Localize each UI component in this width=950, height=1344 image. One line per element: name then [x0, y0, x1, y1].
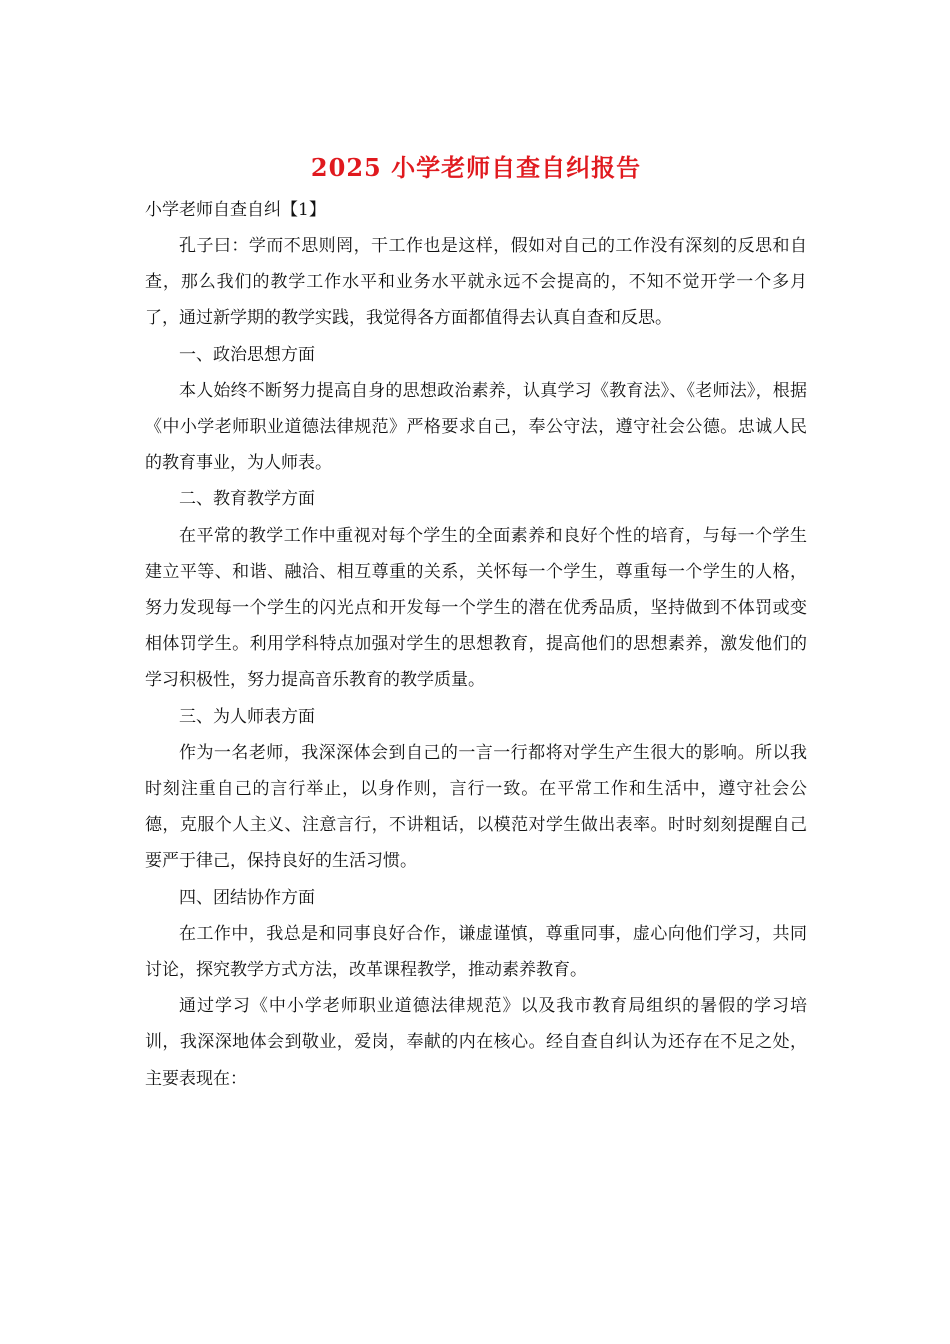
intro-paragraph: 孔子曰：学而不思则罔，干工作也是这样，假如对自己的工作没有深刻的反思和自查，那么我们的教学工作水平和业务水平就永远不会提高的，不知不觉开学一个多月了，通过新学期的教学实践，我觉得各方面都值得去认真自查和反思。 [145, 236, 807, 329]
section-heading-teamwork: 四、团结协作方面 [179, 887, 315, 908]
document-page [145, 150, 807, 1097]
section-heading-role-model: 三、为人师表方面 [179, 706, 315, 727]
conclusion-paragraph: 通过学习《中小学老师职业道德法律规范》以及我市教育局组织的暑假的学习培训，我深深地体会到敬业，爱岗，奉献的内在核心。经自查自纠认为还存在不足之处，主要表现在： [145, 996, 807, 1089]
teamwork-paragraph: 在工作中，我总是和同事良好合作，谦虚谨慎，尊重同事，虚心向他们学习，共同讨论，探究教学方式方法，改革课程教学，推动素养教育。 [145, 923, 807, 981]
section-heading-politics: 一、政治思想方面 [179, 344, 315, 365]
teaching-paragraph: 在平常的教学工作中重视对每个学生的全面素养和良好个性的培育，与每一个学生建立平等、和谐、融洽、相互尊重的关系，关怀每一个学生，尊重每一个学生的人格，努力发现每一个学生的闪光点和开发每一个学生的潜在优秀品质，坚持做到不体罚或变相体罚学生。利用学科特点加强对学生的思想教育，提高他们的思想素养，激发他们的学习积极性，努力提高音乐教育的教学质量。 [145, 525, 807, 691]
document-subtitle: 小学老师自查自纠【1】 [145, 200, 326, 220]
politics-paragraph: 本人始终不断努力提高自身的思想政治素养，认真学习《教育法》、《老师法》，根据《中小学老师职业道德法律规范》严格要求自己，奉公守法，遵守社会公德。忠诚人民的教育事业，为人师表。 [145, 380, 807, 474]
document-title: 2025 小学老师自查自纠报告 [310, 153, 642, 182]
role-model-paragraph: 作为一名老师，我深深体会到自己的一言一行都将对学生产生很大的影响。所以我时刻注重自己的言行举止，以身作则，言行一致。在平常工作和生活中，遵守社会公德，克服个人主义、注意言行，不讲粗话，以模范对学生做出表率。时时刻刻提醒自己要严于律己，保持良好的生活习惯。 [145, 742, 807, 872]
section-heading-teaching: 二、教育教学方面 [179, 489, 315, 510]
